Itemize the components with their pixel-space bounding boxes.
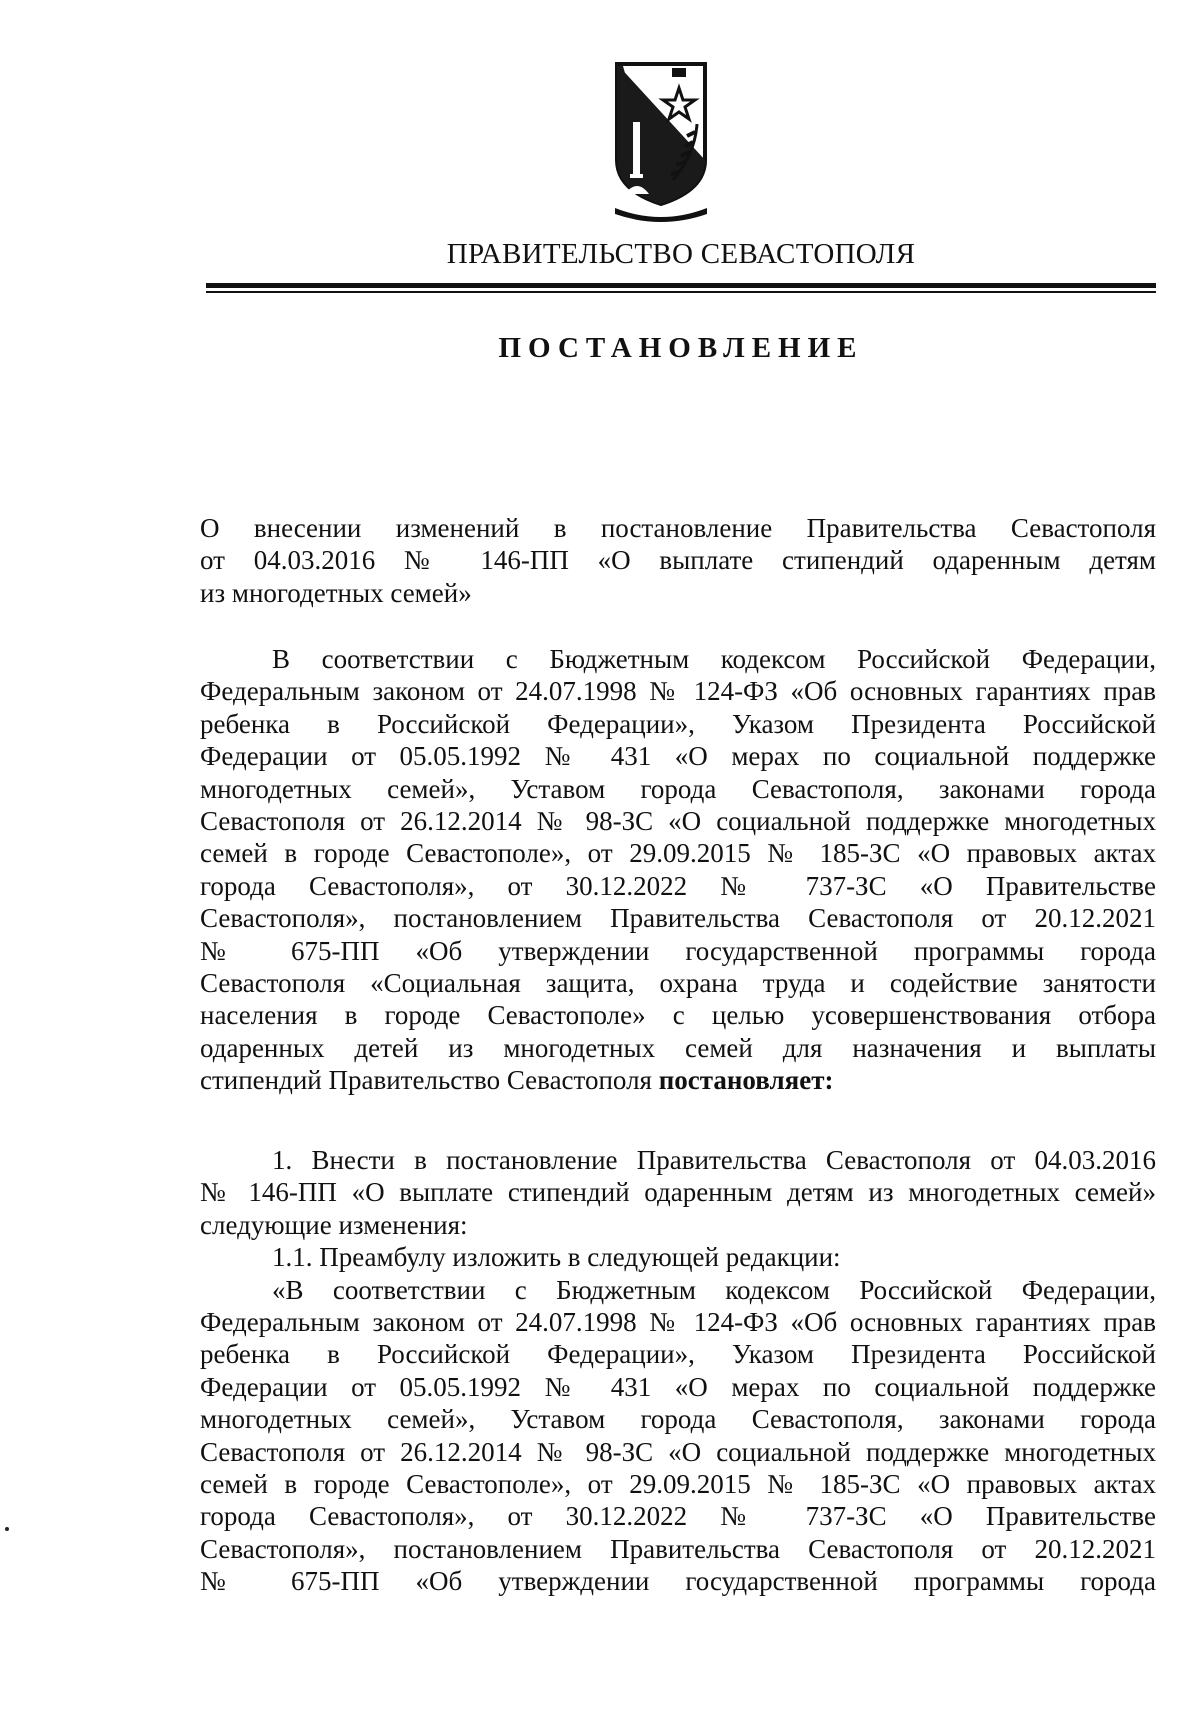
scan-speck bbox=[5, 1527, 9, 1531]
government-name: ПРАВИТЕЛЬСТВО СЕВАСТОПОЛЯ bbox=[446, 238, 916, 270]
preamble-line: города Севастополя», от 30.12.2022 № 737-ЗС «О Правительстве bbox=[200, 870, 1156, 901]
document-subject bbox=[200, 512, 1156, 609]
document-type: ПОСТАНОВЛЕНИЕ bbox=[498, 332, 864, 364]
item-1-1-line: № 675-ПП «Об утверждении государственной программы города bbox=[200, 1566, 1156, 1597]
resolves-word: постановляет: bbox=[658, 1065, 834, 1096]
preamble-line: населения в городе Севастополе» с целью усовершенствования отбора bbox=[200, 1000, 1156, 1031]
preamble-line-text: стипендий Правительство Севастополя bbox=[200, 1065, 659, 1096]
preamble-last-line bbox=[200, 1064, 1156, 1096]
preamble-line: Севастополя «Социальная защита, охрана труда и содействие занятости bbox=[200, 968, 1156, 999]
preamble-line: одаренных детей из многодетных семей для назначения и выплаты bbox=[200, 1032, 1156, 1063]
item-1-line: № 146-ПП «О выплате стипендий одаренным детям из многодетных семей» bbox=[200, 1177, 1156, 1208]
preamble-line: Федеральным законом от 24.07.1998 № 124-ФЗ «Об основных гарантиях прав bbox=[200, 676, 1156, 707]
item-1-1-line: города Севастополя», от 30.12.2022 № 737-ЗС «О Правительстве bbox=[200, 1501, 1156, 1532]
header-rule-thick bbox=[206, 283, 1156, 288]
preamble-line: Севастополя от 26.12.2014 № 98-ЗС «О социальной поддержке многодетных bbox=[200, 806, 1156, 837]
item-1-1-line: Севастополя», постановлением Правительства Севастополя от 20.12.2021 bbox=[200, 1533, 1156, 1564]
item-1-1-title: 1.1. Преамбулу изложить в следующей редакции: bbox=[272, 1242, 841, 1273]
item-1 bbox=[200, 1144, 1156, 1598]
item-1-1-line: ребенка в Российской Федерации», Указом Президента Российской bbox=[200, 1339, 1156, 1370]
preamble-line: В соответствии с Бюджетным кодексом Российской Федерации, bbox=[272, 644, 1156, 674]
preamble-line: № 675-ПП «Об утверждении государственной программы города bbox=[200, 935, 1156, 966]
subject-line: О внесении изменений в постановление Правительства Севастополя bbox=[200, 513, 1156, 543]
header-rule-thin bbox=[206, 291, 1156, 293]
item-1-line: следующие изменения: bbox=[200, 1209, 468, 1240]
item-1-1-line: «В соответствии с Бюджетным кодексом Российской Федерации, bbox=[272, 1274, 1156, 1305]
preamble-line: ребенка в Российской Федерации», Указом Президента Российской bbox=[200, 708, 1156, 739]
subject-line: от 04.03.2016 № 146-ПП «О выплате стипендий одаренным детям bbox=[200, 545, 1156, 576]
preamble-line: многодетных семей», Уставом города Севастополя, законами города bbox=[200, 773, 1156, 804]
preamble-paragraph bbox=[200, 643, 1156, 1097]
subject-line: из многодетных семей» bbox=[200, 577, 472, 608]
item-1-line: 1. Внести в постановление Правительства Севастополя от 04.03.2016 bbox=[272, 1145, 1156, 1175]
coat-of-arms-icon bbox=[609, 62, 713, 222]
item-1-1-line: Федеральным законом от 24.07.1998 № 124-ФЗ «Об основных гарантиях прав bbox=[200, 1307, 1156, 1338]
item-1-1-line: семей в городе Севастополе», от 29.09.2015 № 185-ЗС «О правовых актах bbox=[200, 1469, 1156, 1500]
item-1-1-line: Севастополя от 26.12.2014 № 98-ЗС «О социальной поддержке многодетных bbox=[200, 1436, 1156, 1467]
preamble-line: Федерации от 05.05.1992 № 431 «О мерах по социальной поддержке bbox=[200, 741, 1156, 772]
preamble-line: семей в городе Севастополе», от 29.09.2015 № 185-ЗС «О правовых актах bbox=[200, 838, 1156, 869]
item-1-1-line: многодетных семей», Уставом города Севастополя, законами города bbox=[200, 1404, 1156, 1435]
item-1-1-line: Федерации от 05.05.1992 № 431 «О мерах по социальной поддержке bbox=[200, 1371, 1156, 1402]
preamble-line: Севастополя», постановлением Правительства Севастополя от 20.12.2021 bbox=[200, 903, 1156, 934]
